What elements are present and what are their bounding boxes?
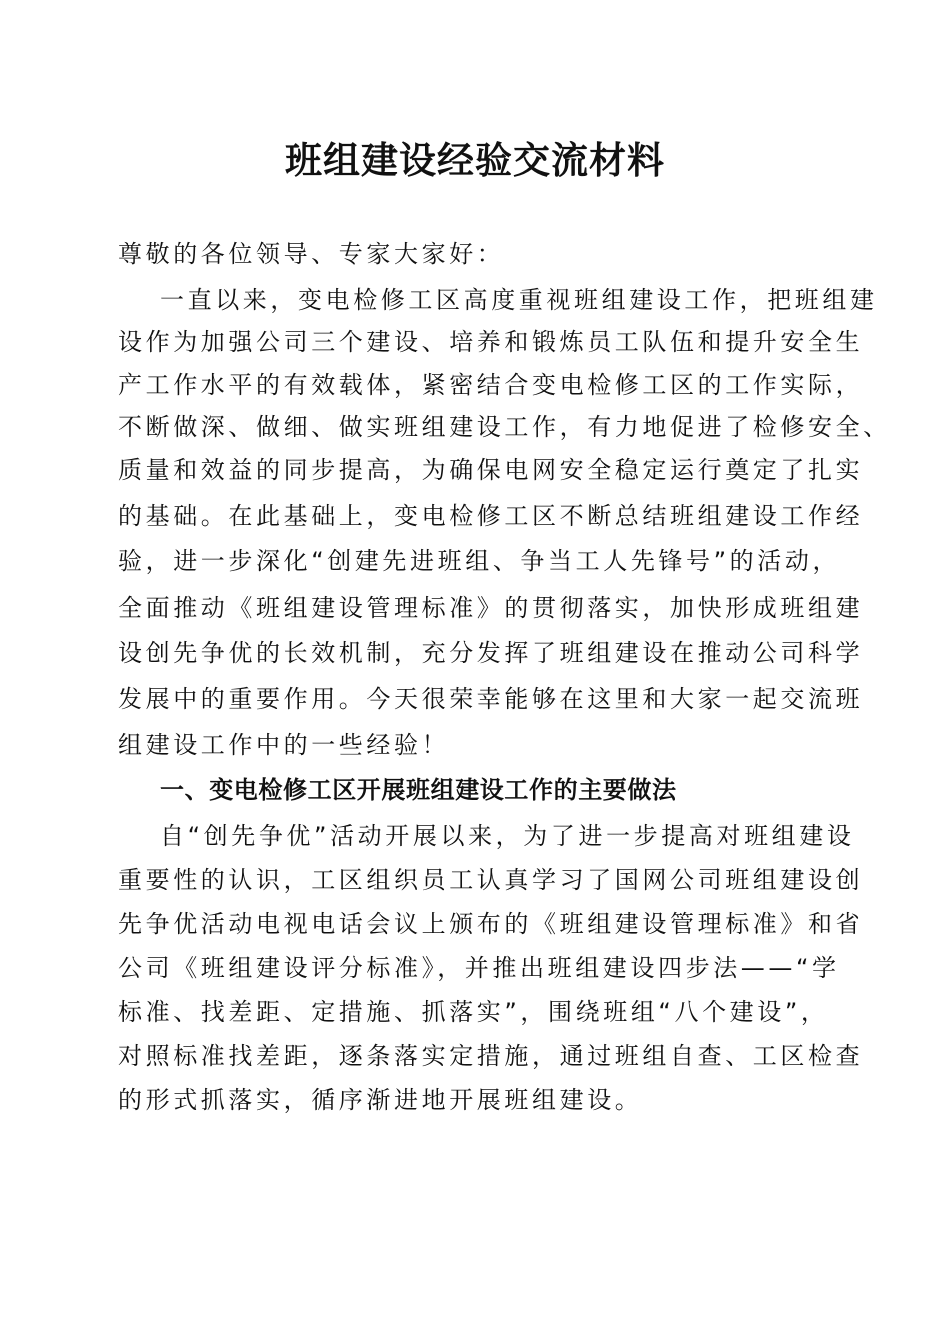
paragraph-line: 验，进一步深化“创建先进班组、争当工人先锋号”的活动， [118,547,841,575]
paragraph-line: 的基础。在此基础上，变电检修工区不断总结班组建设工作经 [118,502,864,530]
paragraph-line: 一直以来，变电检修工区高度重视班组建设工作，把班组建 [160,286,878,314]
paragraph-line: 设创先争优的长效机制，充分发挥了班组建设在推动公司科学 [118,639,864,667]
paragraph-line: 标准、找差距、定措施、抓落实”，围绕班组“八个建设”， [118,998,829,1026]
paragraph-line: 质量和效益的同步提高，为确保电网安全稳定运行奠定了扎实 [118,456,864,484]
paragraph-line: 对照标准找差距，逐条落实定措施，通过班组自查、工区检查 [118,1042,864,1070]
paragraph-line: 的形式抓落实，循序渐进地开展班组建设。 [118,1086,643,1114]
paragraph-line: 先争优活动电视电话会议上颁布的《班组建设管理标准》和省 [118,910,864,938]
paragraph-line: 全面推动《班组建设管理标准》的贯彻落实，加快形成班组建 [118,594,864,622]
document-title: 班组建设经验交流材料 [285,138,665,182]
paragraph-line: 不断做深、做细、做实班组建设工作，有力地促进了检修安全、 [118,413,891,441]
section-heading: 一、变电检修工区开展班组建设工作的主要做法 [160,776,677,804]
paragraph-line: 产工作水平的有效载体，紧密结合变电检修工区的工作实际， [118,371,864,399]
paragraph-line: 设作为加强公司三个建设、培养和锻炼员工队伍和提升安全生 [118,328,864,356]
greeting: 尊敬的各位领导、专家大家好： [118,240,505,268]
paragraph-line: 发展中的重要作用。今天很荣幸能够在这里和大家一起交流班 [118,685,864,713]
paragraph-line: 公司《班组建设评分标准》，并推出班组建设四步法——“学 [118,954,840,982]
paragraph-line: 自“创先争优”活动开展以来，为了进一步提高对班组建设 [160,822,855,850]
paragraph-line: 重要性的认识，工区组织员工认真学习了国网公司班组建设创 [118,866,864,894]
paragraph-line: 组建设工作中的一些经验！ [118,731,450,759]
